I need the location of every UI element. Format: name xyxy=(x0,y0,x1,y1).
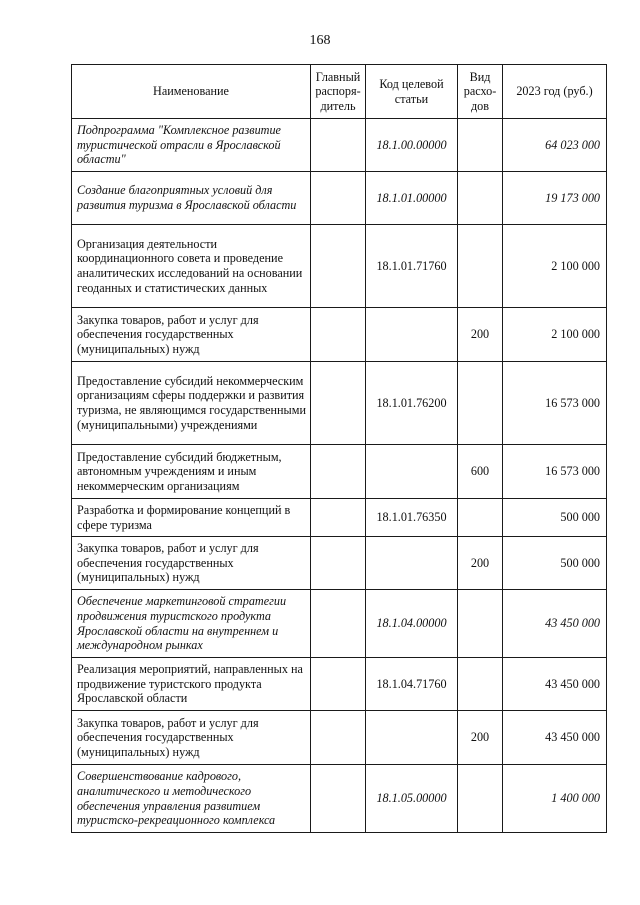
cell-type xyxy=(458,172,503,225)
cell-sum: 16 573 000 xyxy=(503,445,607,499)
cell-admin xyxy=(311,590,366,658)
table-body xyxy=(72,119,607,833)
cell-type xyxy=(458,225,503,308)
cell-name: Организация деятельности координационного совета и проведение аналитических исследований на основании геоданных и статистических данных xyxy=(72,225,311,308)
cell-code: 18.1.01.00000 xyxy=(366,172,458,225)
table-row xyxy=(72,537,607,590)
budget-table xyxy=(71,64,607,833)
cell-admin xyxy=(311,537,366,590)
cell-code: 18.1.01.71760 xyxy=(366,225,458,308)
cell-code xyxy=(366,308,458,362)
cell-sum: 500 000 xyxy=(503,499,607,537)
cell-type xyxy=(458,362,503,445)
cell-code: 18.1.00.00000 xyxy=(366,119,458,172)
cell-admin xyxy=(311,711,366,765)
cell-type: 600 xyxy=(458,445,503,499)
cell-type: 200 xyxy=(458,308,503,362)
cell-type xyxy=(458,590,503,658)
table-row xyxy=(72,119,607,172)
cell-code: 18.1.04.71760 xyxy=(366,658,458,711)
cell-admin xyxy=(311,765,366,833)
cell-code: 18.1.04.00000 xyxy=(366,590,458,658)
table-row xyxy=(72,499,607,537)
cell-type: 200 xyxy=(458,537,503,590)
header-name: Наименование xyxy=(72,65,311,119)
cell-sum: 500 000 xyxy=(503,537,607,590)
cell-name: Предоставление субсидий некоммерческим организациям сферы поддержки и развития туризма, не являющимся государственными (муниципальными) учреждениями xyxy=(72,362,311,445)
table-row xyxy=(72,765,607,833)
page-number: 168 xyxy=(309,33,331,48)
cell-code: 18.1.05.00000 xyxy=(366,765,458,833)
cell-name: Подпрограмма "Комплексное развитие туристической отрасли в Ярославской области" xyxy=(72,119,311,172)
table-row xyxy=(72,445,607,499)
table-row xyxy=(72,225,607,308)
cell-sum: 1 400 000 xyxy=(503,765,607,833)
cell-sum: 16 573 000 xyxy=(503,362,607,445)
cell-sum: 2 100 000 xyxy=(503,225,607,308)
cell-name: Предоставление субсидий бюджетным, автономным учреждениям и иным некоммерческим организациям xyxy=(72,445,311,499)
cell-admin xyxy=(311,445,366,499)
cell-name: Создание благоприятных условий для развития туризма в Ярославской области xyxy=(72,172,311,225)
cell-admin xyxy=(311,362,366,445)
cell-type xyxy=(458,119,503,172)
header-type: Вид расхо-дов xyxy=(458,65,503,119)
cell-admin xyxy=(311,225,366,308)
table-row xyxy=(72,658,607,711)
cell-name: Закупка товаров, работ и услуг для обеспечения государственных (муниципальных) нужд xyxy=(72,537,311,590)
cell-sum: 43 450 000 xyxy=(503,658,607,711)
cell-sum: 19 173 000 xyxy=(503,172,607,225)
table-row xyxy=(72,172,607,225)
header-sum: 2023 год (руб.) xyxy=(503,65,607,119)
table-row xyxy=(72,711,607,765)
cell-name: Закупка товаров, работ и услуг для обеспечения государственных (муниципальных) нужд xyxy=(72,711,311,765)
cell-name: Обеспечение маркетинговой стратегии продвижения туристского продукта Ярославской области на внутреннем и международном рынках xyxy=(72,590,311,658)
cell-sum: 43 450 000 xyxy=(503,590,607,658)
cell-name: Закупка товаров, работ и услуг для обеспечения государственных (муниципальных) нужд xyxy=(72,308,311,362)
header-admin: Главный распоря-дитель xyxy=(311,65,366,119)
cell-admin xyxy=(311,658,366,711)
table-header-row xyxy=(72,65,607,119)
cell-name: Реализация мероприятий, направленных на продвижение туристского продукта Ярославской области xyxy=(72,658,311,711)
cell-sum: 43 450 000 xyxy=(503,711,607,765)
cell-code xyxy=(366,537,458,590)
table-row xyxy=(72,362,607,445)
cell-sum: 64 023 000 xyxy=(503,119,607,172)
cell-admin xyxy=(311,172,366,225)
header-code: Код целевой статьи xyxy=(366,65,458,119)
cell-admin xyxy=(311,499,366,537)
cell-code xyxy=(366,445,458,499)
cell-code: 18.1.01.76350 xyxy=(366,499,458,537)
cell-type xyxy=(458,765,503,833)
cell-sum: 2 100 000 xyxy=(503,308,607,362)
cell-name: Совершенствование кадрового, аналитического и методического обеспечения управления развитием туристско-рекреационного комплекса xyxy=(72,765,311,833)
cell-code: 18.1.01.76200 xyxy=(366,362,458,445)
table-row xyxy=(72,590,607,658)
cell-admin xyxy=(311,308,366,362)
cell-type xyxy=(458,658,503,711)
cell-name: Разработка и формирование концепций в сфере туризма xyxy=(72,499,311,537)
cell-code xyxy=(366,711,458,765)
cell-type: 200 xyxy=(458,711,503,765)
table-row xyxy=(72,308,607,362)
cell-type xyxy=(458,499,503,537)
cell-admin xyxy=(311,119,366,172)
